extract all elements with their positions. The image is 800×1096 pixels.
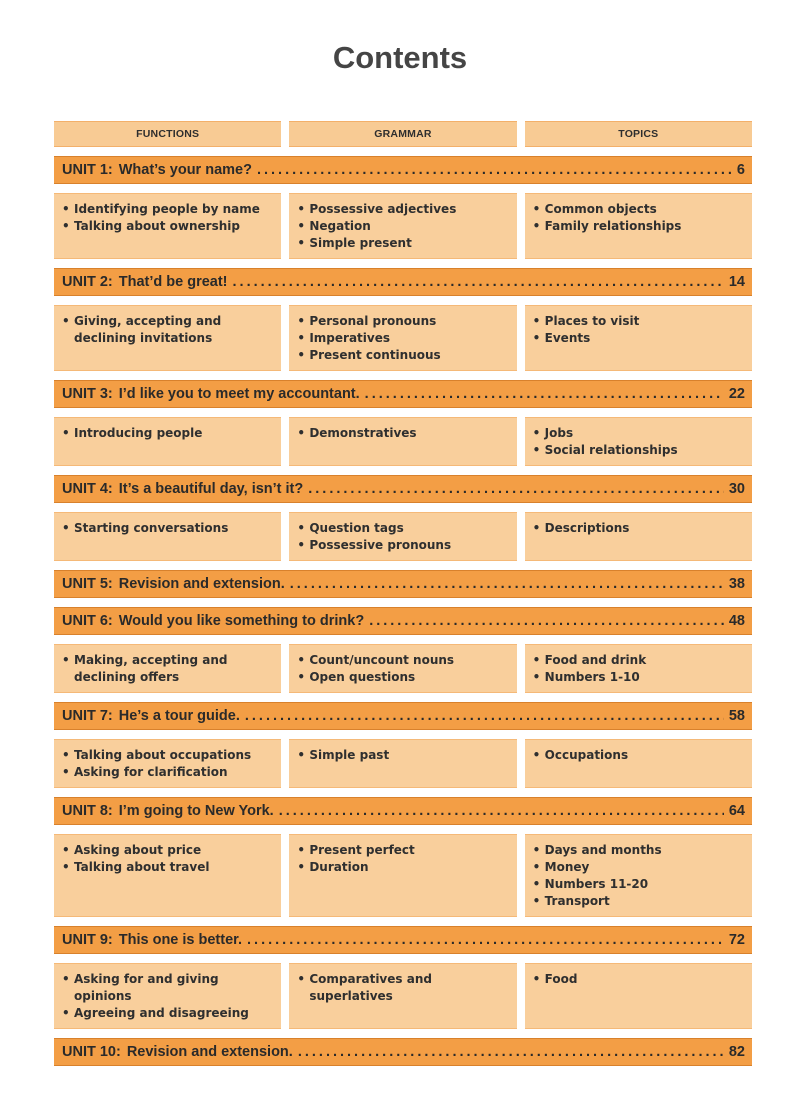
unit-heading-bar bbox=[54, 702, 752, 730]
dot-leader bbox=[245, 708, 724, 724]
functions-header: FUNCTIONS bbox=[54, 121, 281, 147]
unit-heading-bar bbox=[54, 570, 752, 598]
unit-page-number: 6 bbox=[736, 162, 745, 178]
unit-block bbox=[54, 268, 752, 371]
functions-item: • Giving, accepting and declining invitations bbox=[62, 313, 273, 347]
grammar-item: • Duration bbox=[297, 859, 508, 876]
unit-heading-bar bbox=[54, 1038, 752, 1066]
unit-page-number: 82 bbox=[728, 1044, 745, 1060]
unit-number: UNIT 10: bbox=[62, 1044, 121, 1060]
functions-item: • Talking about travel bbox=[62, 859, 273, 876]
functions-cell bbox=[54, 834, 281, 917]
dot-leader bbox=[308, 481, 724, 497]
grammar-item: • Negation bbox=[297, 218, 508, 235]
unit-spacer bbox=[54, 1066, 752, 1075]
unit-page-number: 30 bbox=[728, 481, 745, 497]
unit-page-number: 22 bbox=[728, 386, 745, 402]
topics-item: • Common objects bbox=[533, 201, 744, 218]
topics-cell bbox=[525, 417, 752, 466]
grammar-item: • Simple present bbox=[297, 235, 508, 252]
unit-heading-bar bbox=[54, 268, 752, 296]
topics-item: • Numbers 11-20 bbox=[533, 876, 744, 893]
unit-title: That’d be great! bbox=[118, 274, 228, 290]
unit-page-number: 38 bbox=[728, 576, 745, 592]
grammar-header: GRAMMAR bbox=[289, 121, 516, 147]
topics-item: • Money bbox=[533, 859, 744, 876]
unit-number: UNIT 1: bbox=[62, 162, 113, 178]
topics-cell bbox=[525, 963, 752, 1029]
functions-item: • Talking about occupations bbox=[62, 747, 273, 764]
topics-item: • Food and drink bbox=[533, 652, 744, 669]
topics-item: • Family relationships bbox=[533, 218, 744, 235]
dot-leader bbox=[247, 932, 724, 948]
unit-list bbox=[54, 156, 752, 1075]
unit-block bbox=[54, 156, 752, 259]
topics-item: • Descriptions bbox=[533, 520, 744, 537]
unit-page-number: 48 bbox=[728, 613, 745, 629]
grammar-item: • Open questions bbox=[297, 669, 508, 686]
unit-heading-bar bbox=[54, 475, 752, 503]
unit-spacer bbox=[54, 598, 752, 607]
functions-item: • Introducing people bbox=[62, 425, 273, 442]
functions-cell bbox=[54, 512, 281, 561]
unit-detail-row bbox=[54, 417, 752, 466]
dot-leader bbox=[279, 803, 724, 819]
grammar-cell bbox=[289, 739, 516, 788]
unit-block bbox=[54, 380, 752, 466]
topics-item: • Transport bbox=[533, 893, 744, 910]
dot-leader bbox=[298, 1044, 724, 1060]
grammar-item: • Simple past bbox=[297, 747, 508, 764]
topics-item: • Jobs bbox=[533, 425, 744, 442]
grammar-cell bbox=[289, 305, 516, 371]
grammar-cell bbox=[289, 834, 516, 917]
dot-leader bbox=[233, 274, 724, 290]
unit-block bbox=[54, 702, 752, 788]
topics-cell bbox=[525, 193, 752, 259]
unit-page-number: 58 bbox=[728, 708, 745, 724]
unit-page-number: 64 bbox=[728, 803, 745, 819]
dot-leader bbox=[365, 386, 724, 402]
grammar-item: • Demonstratives bbox=[297, 425, 508, 442]
functions-item: • Agreeing and disagreeing bbox=[62, 1005, 273, 1022]
topics-item: • Social relationships bbox=[533, 442, 744, 459]
unit-number: UNIT 3: bbox=[62, 386, 113, 402]
unit-title: He’s a tour guide. bbox=[118, 708, 240, 724]
topics-item: • Events bbox=[533, 330, 744, 347]
topics-cell bbox=[525, 644, 752, 693]
unit-page-number: 72 bbox=[728, 932, 745, 948]
functions-item: • Asking about price bbox=[62, 842, 273, 859]
functions-item: • Talking about ownership bbox=[62, 218, 273, 235]
topics-cell bbox=[525, 834, 752, 917]
functions-item: • Identifying people by name bbox=[62, 201, 273, 218]
dot-leader bbox=[290, 576, 724, 592]
topics-item: • Days and months bbox=[533, 842, 744, 859]
grammar-cell bbox=[289, 644, 516, 693]
unit-number: UNIT 9: bbox=[62, 932, 113, 948]
grammar-item: • Count/uncount nouns bbox=[297, 652, 508, 669]
unit-number: UNIT 7: bbox=[62, 708, 113, 724]
unit-detail-row bbox=[54, 644, 752, 693]
unit-heading-bar bbox=[54, 156, 752, 184]
grammar-cell bbox=[289, 417, 516, 466]
dot-leader bbox=[257, 162, 732, 178]
unit-block bbox=[54, 607, 752, 693]
dot-leader bbox=[369, 613, 724, 629]
unit-number: UNIT 8: bbox=[62, 803, 113, 819]
grammar-item: • Comparatives and superlatives bbox=[297, 971, 508, 1005]
unit-detail-row bbox=[54, 193, 752, 259]
topics-cell bbox=[525, 305, 752, 371]
unit-detail-row bbox=[54, 834, 752, 917]
functions-cell bbox=[54, 193, 281, 259]
unit-detail-row bbox=[54, 963, 752, 1029]
functions-item: • Starting conversations bbox=[62, 520, 273, 537]
unit-heading-bar bbox=[54, 607, 752, 635]
unit-detail-row bbox=[54, 512, 752, 561]
grammar-cell bbox=[289, 963, 516, 1029]
unit-title: Revision and extension. bbox=[118, 576, 285, 592]
grammar-cell bbox=[289, 193, 516, 259]
unit-number: UNIT 4: bbox=[62, 481, 113, 497]
unit-page-number: 14 bbox=[728, 274, 745, 290]
unit-title: What’s your name? bbox=[118, 162, 252, 178]
topics-item: • Food bbox=[533, 971, 744, 988]
unit-block bbox=[54, 475, 752, 561]
unit-block bbox=[54, 926, 752, 1029]
unit-block bbox=[54, 797, 752, 917]
functions-item: • Asking for and giving opinions bbox=[62, 971, 273, 1005]
grammar-item: • Question tags bbox=[297, 520, 508, 537]
unit-title: I’m going to New York. bbox=[118, 803, 274, 819]
unit-number: UNIT 6: bbox=[62, 613, 113, 629]
contents-table bbox=[54, 121, 752, 1075]
grammar-item: • Personal pronouns bbox=[297, 313, 508, 330]
functions-item: • Asking for clarification bbox=[62, 764, 273, 781]
topics-item: • Numbers 1-10 bbox=[533, 669, 744, 686]
page-title: Contents bbox=[332, 40, 468, 75]
unit-heading-bar bbox=[54, 797, 752, 825]
functions-cell bbox=[54, 417, 281, 466]
topics-header: TOPICS bbox=[525, 121, 752, 147]
grammar-item: • Possessive pronouns bbox=[297, 537, 508, 554]
functions-cell bbox=[54, 305, 281, 371]
grammar-item: • Present continuous bbox=[297, 347, 508, 364]
unit-detail-row bbox=[54, 739, 752, 788]
topics-cell bbox=[525, 739, 752, 788]
unit-heading-bar bbox=[54, 926, 752, 954]
unit-title: This one is better. bbox=[118, 932, 243, 948]
unit-number: UNIT 5: bbox=[62, 576, 113, 592]
unit-block bbox=[54, 570, 752, 607]
grammar-item: • Imperatives bbox=[297, 330, 508, 347]
unit-heading-bar bbox=[54, 380, 752, 408]
functions-cell bbox=[54, 644, 281, 693]
functions-item: • Making, accepting and declining offers bbox=[62, 652, 273, 686]
functions-cell bbox=[54, 739, 281, 788]
grammar-item: • Possessive adjectives bbox=[297, 201, 508, 218]
unit-block bbox=[54, 1038, 752, 1075]
unit-number: UNIT 2: bbox=[62, 274, 113, 290]
functions-cell bbox=[54, 963, 281, 1029]
grammar-cell bbox=[289, 512, 516, 561]
unit-title: Revision and extension. bbox=[126, 1044, 293, 1060]
unit-title: I’d like you to meet my accountant. bbox=[118, 386, 360, 402]
grammar-item: • Present perfect bbox=[297, 842, 508, 859]
unit-title: Would you like something to drink? bbox=[118, 613, 365, 629]
column-header-row bbox=[54, 121, 752, 147]
topics-item: • Occupations bbox=[533, 747, 744, 764]
topics-item: • Places to visit bbox=[533, 313, 744, 330]
topics-cell bbox=[525, 512, 752, 561]
unit-title: It’s a beautiful day, isn’t it? bbox=[118, 481, 304, 497]
unit-detail-row bbox=[54, 305, 752, 371]
